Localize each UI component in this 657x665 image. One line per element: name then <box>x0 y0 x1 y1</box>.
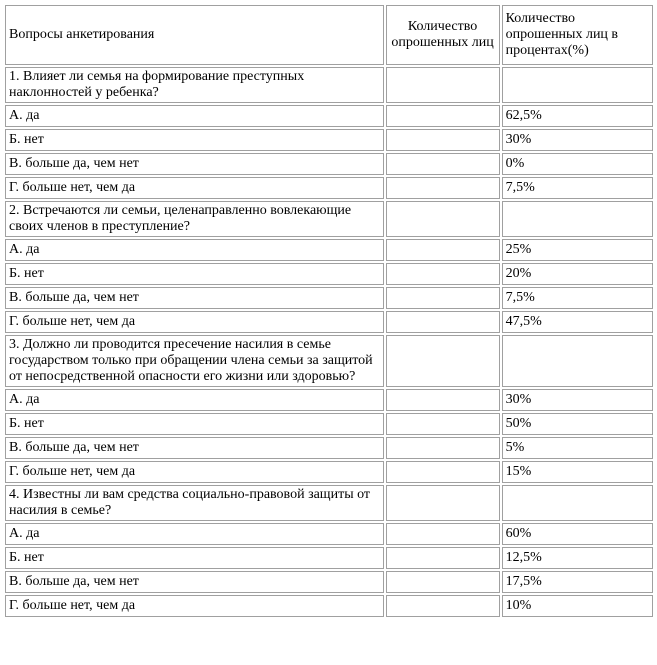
answer-label: Б. нет <box>5 129 384 151</box>
answer-label: В. больше да, чем нет <box>5 287 384 309</box>
answer-percent: 30% <box>502 129 653 151</box>
answer-percent: 30% <box>502 389 653 411</box>
answer-count <box>386 311 500 333</box>
question-text: 3. Должно ли проводится пресечение насилия в семье государством только при обращении члена семьи за защитой от непосредственной опасности его жизни или здоровью? <box>5 335 384 387</box>
answer-row <box>5 153 653 175</box>
answer-percent: 20% <box>502 263 653 285</box>
question-row <box>5 485 653 521</box>
question-count-cell <box>386 67 500 103</box>
answer-label: Б. нет <box>5 547 384 569</box>
answer-row <box>5 389 653 411</box>
answer-label: Б. нет <box>5 263 384 285</box>
questions-header: Вопросы анкетирования <box>5 5 384 65</box>
question-count-cell <box>386 485 500 521</box>
answer-percent: 0% <box>502 153 653 175</box>
question-count-cell <box>386 335 500 387</box>
answer-label: В. больше да, чем нет <box>5 571 384 593</box>
answer-label: А. да <box>5 389 384 411</box>
answer-count <box>386 437 500 459</box>
answer-label: В. больше да, чем нет <box>5 153 384 175</box>
answer-percent: 17,5% <box>502 571 653 593</box>
answer-count <box>386 523 500 545</box>
answer-count <box>386 239 500 261</box>
answer-label: Г. больше нет, чем да <box>5 311 384 333</box>
answer-row <box>5 287 653 309</box>
answer-percent: 62,5% <box>502 105 653 127</box>
answer-percent: 50% <box>502 413 653 435</box>
answer-row <box>5 461 653 483</box>
survey-table <box>3 3 655 619</box>
answer-row <box>5 413 653 435</box>
answer-label: Г. больше нет, чем да <box>5 595 384 617</box>
answer-row <box>5 263 653 285</box>
answer-label: В. больше да, чем нет <box>5 437 384 459</box>
answer-row <box>5 523 653 545</box>
answer-count <box>386 263 500 285</box>
answer-count <box>386 389 500 411</box>
question-count-cell <box>386 201 500 237</box>
percent-header: Количество опрошенных лиц в процентах(%) <box>502 5 653 65</box>
answer-row <box>5 571 653 593</box>
answer-count <box>386 571 500 593</box>
answer-percent: 7,5% <box>502 177 653 199</box>
question-row <box>5 67 653 103</box>
answer-row <box>5 177 653 199</box>
answer-row <box>5 239 653 261</box>
answer-percent: 47,5% <box>502 311 653 333</box>
answer-label: А. да <box>5 105 384 127</box>
question-text: 1. Влияет ли семья на формирование преступных наклонностей у ребенка? <box>5 67 384 103</box>
answer-label: Г. больше нет, чем да <box>5 177 384 199</box>
answer-count <box>386 461 500 483</box>
answer-row <box>5 547 653 569</box>
question-percent-cell <box>502 67 653 103</box>
answer-percent: 15% <box>502 461 653 483</box>
answer-label: А. да <box>5 523 384 545</box>
answer-count <box>386 413 500 435</box>
question-text: 2. Встречаются ли семьи, целенаправленно вовлекающие своих членов в преступление? <box>5 201 384 237</box>
answer-label: А. да <box>5 239 384 261</box>
question-percent-cell <box>502 485 653 521</box>
question-text: 4. Известны ли вам средства социально-правовой защиты от насилия в семье? <box>5 485 384 521</box>
answer-count <box>386 177 500 199</box>
answer-count <box>386 595 500 617</box>
answer-percent: 5% <box>502 437 653 459</box>
question-row <box>5 335 653 387</box>
answer-count <box>386 153 500 175</box>
answer-row <box>5 105 653 127</box>
count-header: Количество опрошенных лиц <box>386 5 500 65</box>
question-percent-cell <box>502 335 653 387</box>
answer-count <box>386 287 500 309</box>
answer-count <box>386 547 500 569</box>
answer-row <box>5 437 653 459</box>
answer-percent: 25% <box>502 239 653 261</box>
answer-row <box>5 595 653 617</box>
answer-percent: 10% <box>502 595 653 617</box>
answer-count <box>386 105 500 127</box>
answer-percent: 12,5% <box>502 547 653 569</box>
answer-row <box>5 311 653 333</box>
survey-body <box>5 67 653 617</box>
answer-label: Г. больше нет, чем да <box>5 461 384 483</box>
header-row <box>5 5 653 65</box>
answer-percent: 60% <box>502 523 653 545</box>
answer-count <box>386 129 500 151</box>
answer-row <box>5 129 653 151</box>
question-row <box>5 201 653 237</box>
question-percent-cell <box>502 201 653 237</box>
answer-percent: 7,5% <box>502 287 653 309</box>
answer-label: Б. нет <box>5 413 384 435</box>
